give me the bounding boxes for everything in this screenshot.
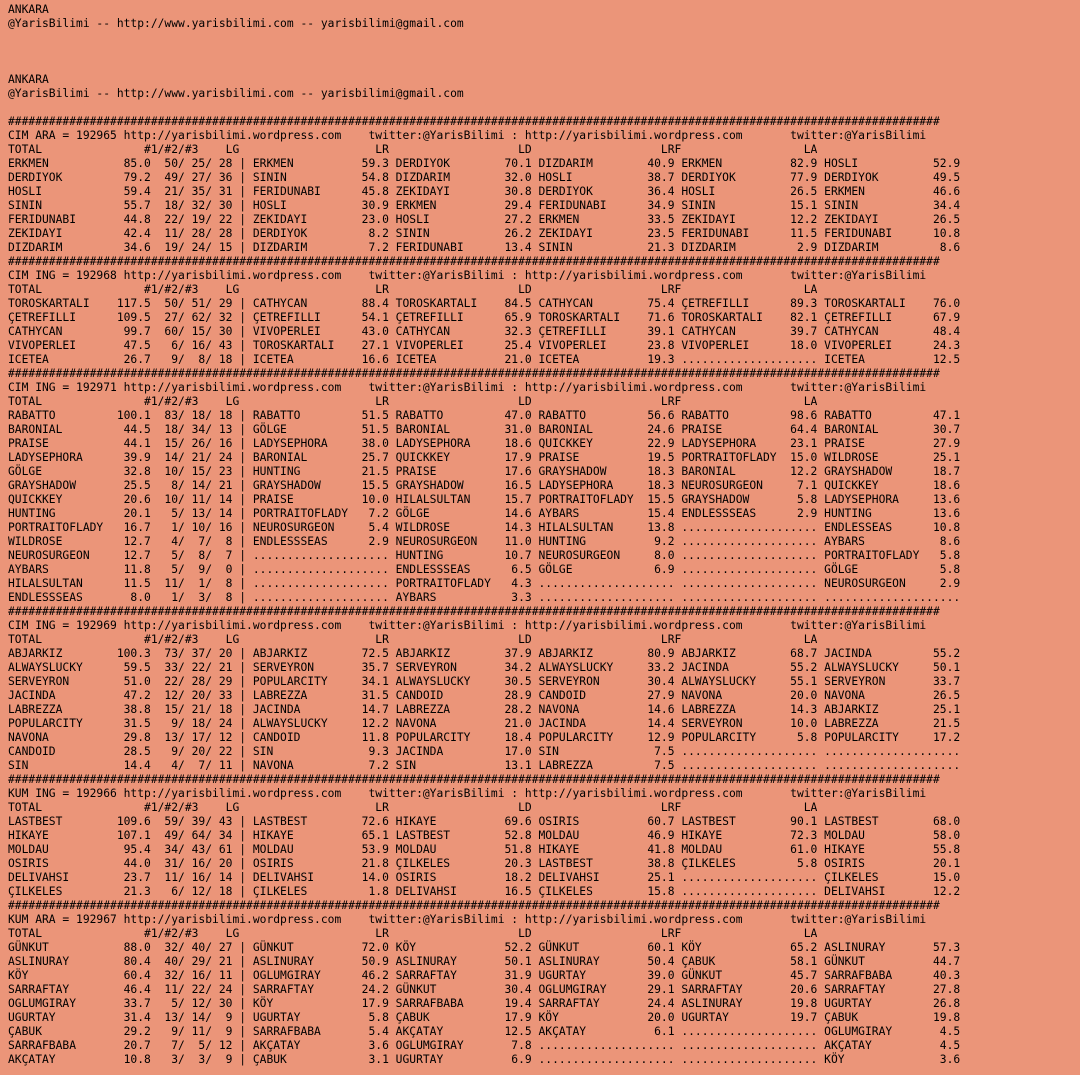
report-line: TOTAL #1/#2/#3 LG LR LD LRF LA <box>8 283 818 296</box>
report-line: @YarisBilimi -- http://www.yarisbilimi.com -- yarisbilimi@gmail.com <box>8 17 464 30</box>
report-line: OGLUMGIRAY 33.7 5/ 12/ 30 | KÖY 17.9 SARRAFBABA 19.4 SARRAFTAY 24.4 ASLINURAY 19.8 UGURTAY 26.8 <box>8 997 961 1010</box>
report-line: HILALSULTAN 11.5 11/ 1/ 8 | .................... PORTRAITOFLADY 4.3 .................... .................... NEUROSURGEON 2.9 <box>8 577 961 590</box>
report-line: NAVONA 29.8 13/ 17/ 12 | CANDOID 11.8 POPULARCITY 18.4 POPULARCITY 12.9 POPULARCITY 5.8 POPULARCITY 17.2 <box>8 731 961 744</box>
report-line: VIVOPERLEI 47.5 6/ 16/ 43 | TOROSKARTALI 27.1 VIVOPERLEI 25.4 VIVOPERLEI 23.8 VIVOPERLEI 18.0 VIVOPERLEI 24.3 <box>8 339 961 352</box>
report-line: ICETEA 26.7 9/ 8/ 18 | ICETEA 16.6 ICETEA 21.0 ICETEA 19.3 .................... ICETEA 12.5 <box>8 353 961 366</box>
report-line: GRAYSHADOW 25.5 8/ 14/ 21 | GRAYSHADOW 15.5 GRAYSHADOW 16.5 LADYSEPHORA 18.3 NEUROSURGEON 7.1 QUICKKEY 18.6 <box>8 479 961 492</box>
report-line: ASLINURAY 80.4 40/ 29/ 21 | ASLINURAY 50.9 ASLINURAY 50.1 ASLINURAY 50.4 ÇABUK 58.1 GÜNKUT 44.7 <box>8 955 961 968</box>
report-line: GÖLGE 32.8 10/ 15/ 23 | HUNTING 21.5 PRAISE 17.6 GRAYSHADOW 18.3 BARONIAL 12.2 GRAYSHADOW 18.7 <box>8 465 961 478</box>
report-line: ######################################################################################################################################### <box>8 367 940 380</box>
report-line: ANKARA <box>8 3 49 16</box>
report-line: SININ 55.7 18/ 32/ 30 | HOSLI 30.9 ERKMEN 29.4 FERIDUNABI 34.9 SININ 15.1 SININ 34.4 <box>8 199 961 212</box>
report-line: ######################################################################################################################################### <box>8 899 940 912</box>
report-line: DIZDARIM 34.6 19/ 24/ 15 | DIZDARIM 7.2 FERIDUNABI 13.4 SININ 21.3 DIZDARIM 2.9 DIZDARIM 8.6 <box>8 241 961 254</box>
report-line: ÇABUK 29.2 9/ 11/ 9 | SARRAFBABA 5.4 AKÇATAY 12.5 AKÇATAY 6.1 .................... OGLUMGIRAY 4.5 <box>8 1025 961 1038</box>
report-line: ZEKIDAYI 42.4 11/ 28/ 28 | DERDIYOK 8.2 SININ 26.2 ZEKIDAYI 23.5 FERIDUNABI 11.5 FERIDUNABI 10.8 <box>8 227 961 240</box>
report-line: QUICKKEY 20.6 10/ 11/ 14 | PRAISE 10.0 HILALSULTAN 15.7 PORTRAITOFLADY 15.5 GRAYSHADOW 5.8 LADYSEPHORA 13.6 <box>8 493 961 506</box>
report-line: MOLDAU 95.4 34/ 43/ 61 | MOLDAU 53.9 MOLDAU 51.8 HIKAYE 41.8 MOLDAU 61.0 HIKAYE 55.8 <box>8 843 961 856</box>
report-line: ######################################################################################################################################### <box>8 605 940 618</box>
report-line: TOTAL #1/#2/#3 LG LR LD LRF LA <box>8 395 818 408</box>
report-line: ÇILKELES 21.3 6/ 12/ 18 | ÇILKELES 1.8 DELIVAHSI 16.5 ÇILKELES 15.8 .................... DELIVAHSI 12.2 <box>8 885 961 898</box>
report-line: BARONIAL 44.5 18/ 34/ 13 | GÖLGE 51.5 BARONIAL 31.0 BARONIAL 24.6 PRAISE 64.4 BARONIAL 30.7 <box>8 423 961 436</box>
report-line: NEUROSURGEON 12.7 5/ 8/ 7 | .................... HUNTING 10.7 NEUROSURGEON 8.0 .................... PORTRAITOFLADY 5.8 <box>8 549 961 562</box>
report-line: PRAISE 44.1 15/ 26/ 16 | LADYSEPHORA 38.0 LADYSEPHORA 18.6 QUICKKEY 22.9 LADYSEPHORA 23.1 PRAISE 27.9 <box>8 437 961 450</box>
report-line: HUNTING 20.1 5/ 13/ 14 | PORTRAITOFLADY 7.2 GÖLGE 14.6 AYBARS 15.4 ENDLESSSEAS 2.9 HUNTING 13.6 <box>8 507 961 520</box>
report-line: ALWAYSLUCKY 59.5 33/ 22/ 21 | SERVEYRON 35.7 SERVEYRON 34.2 ALWAYSLUCKY 33.2 JACINDA 55.2 ALWAYSLUCKY 50.1 <box>8 661 961 674</box>
report-line: LABREZZA 38.8 15/ 21/ 18 | JACINDA 14.7 LABREZZA 28.2 NAVONA 14.6 LABREZZA 14.3 ABJARKIZ 25.1 <box>8 703 961 716</box>
report-line: ÇETREFILLI 109.5 27/ 62/ 32 | ÇETREFILLI 54.1 ÇETREFILLI 65.9 TOROSKARTALI 71.6 TOROSKARTALI 82.1 ÇETREFILLI 67.9 <box>8 311 961 324</box>
report-line: SARRAFTAY 46.4 11/ 22/ 24 | SARRAFTAY 24.2 GÜNKUT 30.4 OGLUMGIRAY 29.1 SARRAFTAY 20.6 SARRAFTAY 27.8 <box>8 983 961 996</box>
report-line: CIM ARA = 192965 http://yarisbilimi.wordpress.com twitter:@YarisBilimi : http://yarisbilimi.wordpress.com twitter:@YarisBilimi <box>8 129 927 142</box>
report-line: WILDROSE 12.7 4/ 7/ 8 | ENDLESSSEAS 2.9 NEUROSURGEON 11.0 HUNTING 9.2 .................... AYBARS 8.6 <box>8 535 961 548</box>
report-line <box>8 59 1080 73</box>
report-line: ANKARA <box>8 73 49 86</box>
report-line: DELIVAHSI 23.7 11/ 16/ 14 | DELIVAHSI 14.0 OSIRIS 18.2 DELIVAHSI 25.1 .................... ÇILKELES 15.0 <box>8 871 961 884</box>
report-line: PORTRAITOFLADY 16.7 1/ 10/ 16 | NEUROSURGEON 5.4 WILDROSE 14.3 HILALSULTAN 13.8 .................... ENDLESSEAS 10.8 <box>8 521 961 534</box>
report-line: SIN 14.4 4/ 7/ 11 | NAVONA 7.2 SIN 13.1 LABREZZA 7.5 .................... .................... <box>8 759 961 772</box>
report-line: CANDOID 28.5 9/ 20/ 22 | SIN 9.3 JACINDA 17.0 SIN 7.5 .................... .................... <box>8 745 961 758</box>
report-line: TOTAL #1/#2/#3 LG LR LD LRF LA <box>8 633 818 646</box>
report-line: ######################################################################################################################################### <box>8 115 940 128</box>
report-line: ######################################################################################################################################### <box>8 255 940 268</box>
report-line <box>8 31 1080 45</box>
report-line: LADYSEPHORA 39.9 14/ 21/ 24 | BARONIAL 25.7 QUICKKEY 17.9 PRAISE 19.5 PORTRAITOFLADY 15.0 WILDROSE 25.1 <box>8 451 961 464</box>
report-line <box>8 101 1080 115</box>
report-line: KUM ARA = 192967 http://yarisbilimi.wordpress.com twitter:@YarisBilimi : http://yarisbilimi.wordpress.com twitter:@YarisBilimi <box>8 913 927 926</box>
report-line: ######################################################################################################################################### <box>8 773 940 786</box>
report-line: KÖY 60.4 32/ 16/ 11 | OGLUMGIRAY 46.2 SARRAFTAY 31.9 UGURTAY 39.0 GÜNKUT 45.7 SARRAFBABA 40.3 <box>8 969 961 982</box>
report-line: TOTAL #1/#2/#3 LG LR LD LRF LA <box>8 143 818 156</box>
report-line: SARRAFBABA 20.7 7/ 5/ 12 | AKÇATAY 3.6 OGLUMGIRAY 7.8 .................... .................... AKÇATAY 4.5 <box>8 1039 961 1052</box>
report-line: CATHYCAN 99.7 60/ 15/ 30 | VIVOPERLEI 43.0 CATHYCAN 32.3 ÇETREFILLI 39.1 CATHYCAN 39.7 CATHYCAN 48.4 <box>8 325 961 338</box>
report-line: ABJARKIZ 100.3 73/ 37/ 20 | ABJARKIZ 72.5 ABJARKIZ 37.9 ABJARKIZ 80.9 ABJARKIZ 68.7 JACINDA 55.2 <box>8 647 961 660</box>
report-line: UGURTAY 31.4 13/ 14/ 9 | UGURTAY 5.8 ÇABUK 17.9 KÖY 20.0 UGURTAY 19.7 ÇABUK 19.8 <box>8 1011 961 1024</box>
report-line: RABATTO 100.1 83/ 18/ 18 | RABATTO 51.5 RABATTO 47.0 RABATTO 56.6 RABATTO 98.6 RABATTO 47.1 <box>8 409 961 422</box>
report-line: ENDLESSSEAS 8.0 1/ 3/ 8 | .................... AYBARS 3.3 .................... .................... .................... <box>8 591 961 604</box>
report-line: KUM ING = 192966 http://yarisbilimi.wordpress.com twitter:@YarisBilimi : http://yarisbilimi.wordpress.com twitter:@YarisBilimi <box>8 787 927 800</box>
report-line: AYBARS 11.8 5/ 9/ 0 | .................... ENDLESSSEAS 6.5 GÖLGE 6.9 .................... GÖLGE 5.8 <box>8 563 961 576</box>
report-line: AKÇATAY 10.8 3/ 3/ 9 | ÇABUK 3.1 UGURTAY 6.9 .................... .................... KÖY 3.6 <box>8 1053 961 1066</box>
report-line: TOROSKARTALI 117.5 50/ 51/ 29 | CATHYCAN 88.4 TOROSKARTALI 84.5 CATHYCAN 75.4 ÇETREFILLI 89.3 TOROSKARTALI 76.0 <box>8 297 961 310</box>
report-line: DERDIYOK 79.2 49/ 27/ 36 | SININ 54.8 DIZDARIM 32.0 HOSLI 38.7 DERDIYOK 77.9 DERDIYOK 49.5 <box>8 171 961 184</box>
report-line: TOTAL #1/#2/#3 LG LR LD LRF LA <box>8 801 818 814</box>
report-line: @YarisBilimi -- http://www.yarisbilimi.com -- yarisbilimi@gmail.com <box>8 87 464 100</box>
report-line: CIM ING = 192968 http://yarisbilimi.wordpress.com twitter:@YarisBilimi : http://yarisbilimi.wordpress.com twitter:@YarisBilimi <box>8 269 927 282</box>
report-line: HIKAYE 107.1 49/ 64/ 34 | HIKAYE 65.1 LASTBEST 52.8 MOLDAU 46.9 HIKAYE 72.3 MOLDAU 58.0 <box>8 829 961 842</box>
report-line: ERKMEN 85.0 50/ 25/ 28 | ERKMEN 59.3 DERDIYOK 70.1 DIZDARIM 40.9 ERKMEN 82.9 HOSLI 52.9 <box>8 157 961 170</box>
report-line <box>8 45 1080 59</box>
report-line: OSIRIS 44.0 31/ 16/ 20 | OSIRIS 21.8 ÇILKELES 20.3 LASTBEST 38.8 ÇILKELES 5.8 OSIRIS 20.1 <box>8 857 961 870</box>
report-line: LASTBEST 109.6 59/ 39/ 43 | LASTBEST 72.6 HIKAYE 69.6 OSIRIS 60.7 LASTBEST 90.1 LASTBEST 68.0 <box>8 815 961 828</box>
report-line: SERVEYRON 51.0 22/ 28/ 29 | POPULARCITY 34.1 ALWAYSLUCKY 30.5 SERVEYRON 30.4 ALWAYSLUCKY 55.1 SERVEYRON 33.7 <box>8 675 961 688</box>
report-line: FERIDUNABI 44.8 22/ 19/ 22 | ZEKIDAYI 23.0 HOSLI 27.2 ERKMEN 33.5 ZEKIDAYI 12.2 ZEKIDAYI 26.5 <box>8 213 961 226</box>
report-line: JACINDA 47.2 12/ 20/ 33 | LABREZZA 31.5 CANDOID 28.9 CANDOID 27.9 NAVONA 20.0 NAVONA 26.5 <box>8 689 961 702</box>
report-line: HOSLI 59.4 21/ 35/ 31 | FERIDUNABI 45.8 ZEKIDAYI 30.8 DERDIYOK 36.4 HOSLI 26.5 ERKMEN 46.6 <box>8 185 961 198</box>
report-line: POPULARCITY 31.5 9/ 18/ 24 | ALWAYSLUCKY 12.2 NAVONA 21.0 JACINDA 14.4 SERVEYRON 10.0 LABREZZA 21.5 <box>8 717 961 730</box>
report-line: TOTAL #1/#2/#3 LG LR LD LRF LA <box>8 927 818 940</box>
report-line: CIM ING = 192969 http://yarisbilimi.wordpress.com twitter:@YarisBilimi : http://yarisbilimi.wordpress.com twitter:@YarisBilimi <box>8 619 927 632</box>
report-line: CIM ING = 192971 http://yarisbilimi.wordpress.com twitter:@YarisBilimi : http://yarisbilimi.wordpress.com twitter:@YarisBilimi <box>8 381 927 394</box>
report-line: GÜNKUT 88.0 32/ 40/ 27 | GÜNKUT 72.0 KÖY 52.2 GÜNKUT 60.1 KÖY 65.2 ASLINURAY 57.3 <box>8 941 961 954</box>
